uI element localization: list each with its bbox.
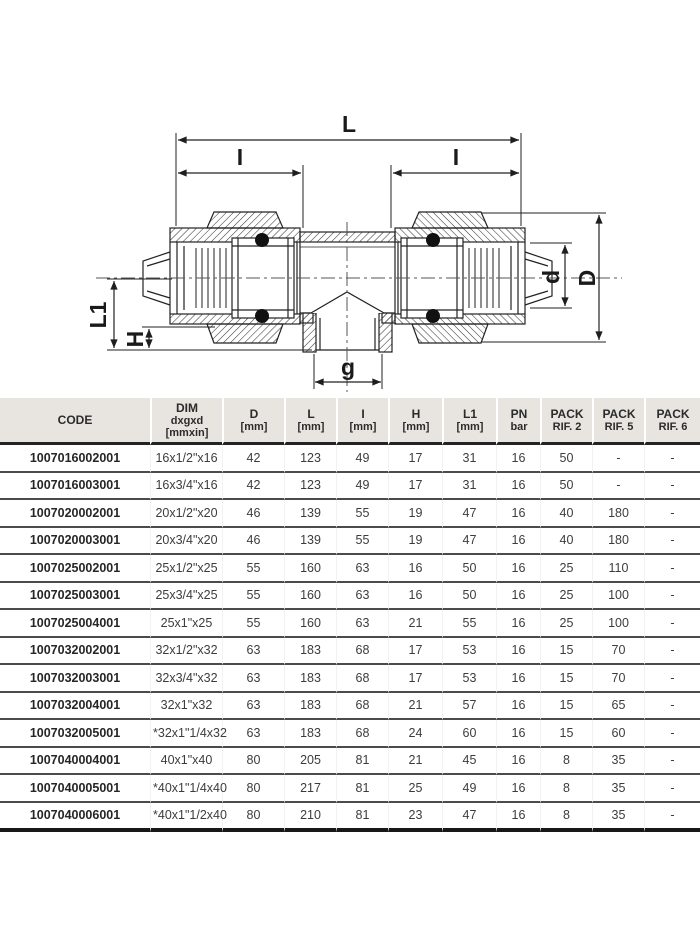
table-row xyxy=(0,748,700,776)
code-cell: 1007016003001 xyxy=(0,473,150,501)
value-cell: 16 xyxy=(496,803,540,833)
code-cell: 1007040004001 xyxy=(0,748,150,776)
col-header-code: CODE xyxy=(0,398,150,445)
col-header-D: D [mm] xyxy=(222,398,284,445)
col-header-PN: PN bar xyxy=(496,398,540,445)
value-cell: *40x1"1/4x40 xyxy=(150,775,222,803)
value-cell: 55 xyxy=(222,555,284,583)
spec-table xyxy=(0,398,700,832)
value-cell: - xyxy=(644,528,700,556)
value-cell: - xyxy=(644,775,700,803)
value-cell: 32x1"x32 xyxy=(150,693,222,721)
value-cell: 25 xyxy=(540,555,592,583)
col-header-I: I [mm] xyxy=(336,398,388,445)
value-cell: 68 xyxy=(336,720,388,748)
value-cell: 25x1"x25 xyxy=(150,610,222,638)
value-cell: 205 xyxy=(284,748,336,776)
value-cell: 40x1"x40 xyxy=(150,748,222,776)
code-cell: 1007025002001 xyxy=(0,555,150,583)
value-cell: - xyxy=(644,693,700,721)
value-cell: - xyxy=(644,720,700,748)
value-cell: 68 xyxy=(336,638,388,666)
value-cell: 16 xyxy=(496,775,540,803)
value-cell: 53 xyxy=(442,638,496,666)
value-cell: 81 xyxy=(336,775,388,803)
dim-label-L: L xyxy=(341,111,357,137)
value-cell: 49 xyxy=(336,473,388,501)
value-cell: 21 xyxy=(388,693,442,721)
value-cell: 183 xyxy=(284,665,336,693)
value-cell: 210 xyxy=(284,803,336,833)
value-cell: - xyxy=(592,445,644,473)
value-cell: 16 xyxy=(496,665,540,693)
code-cell: 1007032002001 xyxy=(0,638,150,666)
value-cell: - xyxy=(644,665,700,693)
value-cell: 42 xyxy=(222,445,284,473)
value-cell: 70 xyxy=(592,665,644,693)
spec-table-header xyxy=(0,398,700,445)
table-row xyxy=(0,720,700,748)
value-cell: 46 xyxy=(222,528,284,556)
value-cell: 16 xyxy=(496,693,540,721)
value-cell: 183 xyxy=(284,720,336,748)
value-cell: 53 xyxy=(442,665,496,693)
value-cell: 47 xyxy=(442,803,496,833)
value-cell: 15 xyxy=(540,665,592,693)
value-cell: 17 xyxy=(388,445,442,473)
code-cell: 1007025003001 xyxy=(0,583,150,611)
value-cell: 183 xyxy=(284,693,336,721)
value-cell: 20x3/4"x20 xyxy=(150,528,222,556)
value-cell: 32x3/4"x32 xyxy=(150,665,222,693)
value-cell: 40 xyxy=(540,500,592,528)
value-cell: 46 xyxy=(222,500,284,528)
dim-label-L1: L1 xyxy=(85,301,111,329)
value-cell: - xyxy=(644,473,700,501)
value-cell: 42 xyxy=(222,473,284,501)
value-cell: 8 xyxy=(540,748,592,776)
value-cell: 70 xyxy=(592,638,644,666)
value-cell: 81 xyxy=(336,803,388,833)
value-cell: 50 xyxy=(442,583,496,611)
value-cell: 100 xyxy=(592,583,644,611)
code-cell: 1007032004001 xyxy=(0,693,150,721)
value-cell: 31 xyxy=(442,445,496,473)
value-cell: 35 xyxy=(592,775,644,803)
col-header-H: H [mm] xyxy=(388,398,442,445)
value-cell: - xyxy=(644,748,700,776)
value-cell: 110 xyxy=(592,555,644,583)
value-cell: 57 xyxy=(442,693,496,721)
table-row xyxy=(0,610,700,638)
table-row xyxy=(0,445,700,473)
value-cell: 63 xyxy=(222,638,284,666)
value-cell: 50 xyxy=(540,473,592,501)
value-cell: 180 xyxy=(592,500,644,528)
value-cell: 47 xyxy=(442,528,496,556)
value-cell: 63 xyxy=(222,665,284,693)
table-row xyxy=(0,638,700,666)
value-cell: 25 xyxy=(540,583,592,611)
value-cell: 16 xyxy=(388,555,442,583)
value-cell: 16 xyxy=(496,583,540,611)
value-cell: 63 xyxy=(222,720,284,748)
value-cell: 32x1/2"x32 xyxy=(150,638,222,666)
value-cell: 49 xyxy=(442,775,496,803)
value-cell: 16 xyxy=(496,445,540,473)
code-cell: 1007040006001 xyxy=(0,803,150,833)
value-cell: 60 xyxy=(442,720,496,748)
spec-table-body xyxy=(0,445,700,832)
table-row xyxy=(0,693,700,721)
value-cell: 50 xyxy=(540,445,592,473)
value-cell: 8 xyxy=(540,775,592,803)
value-cell: 15 xyxy=(540,693,592,721)
value-cell: 139 xyxy=(284,500,336,528)
code-cell: 1007025004001 xyxy=(0,610,150,638)
dim-label-D: D xyxy=(574,269,600,287)
value-cell: 16 xyxy=(388,583,442,611)
value-cell: 17 xyxy=(388,638,442,666)
value-cell: 25x3/4"x25 xyxy=(150,583,222,611)
value-cell: 16 xyxy=(496,500,540,528)
value-cell: 19 xyxy=(388,528,442,556)
value-cell: - xyxy=(644,610,700,638)
value-cell: - xyxy=(644,803,700,833)
value-cell: 21 xyxy=(388,610,442,638)
value-cell: 55 xyxy=(336,500,388,528)
value-cell: 16 xyxy=(496,720,540,748)
value-cell: 160 xyxy=(284,583,336,611)
value-cell: 123 xyxy=(284,445,336,473)
value-cell: 63 xyxy=(336,555,388,583)
table-row xyxy=(0,803,700,833)
value-cell: 160 xyxy=(284,610,336,638)
table-row xyxy=(0,775,700,803)
value-cell: - xyxy=(592,473,644,501)
col-header-pack2: PACK RIF. 2 xyxy=(540,398,592,445)
code-cell: 1007032005001 xyxy=(0,720,150,748)
code-cell: 1007032003001 xyxy=(0,665,150,693)
value-cell: 19 xyxy=(388,500,442,528)
value-cell: 25x1/2"x25 xyxy=(150,555,222,583)
table-row xyxy=(0,500,700,528)
value-cell: 17 xyxy=(388,665,442,693)
value-cell: 80 xyxy=(222,803,284,833)
value-cell: 63 xyxy=(336,583,388,611)
value-cell: 16 xyxy=(496,748,540,776)
value-cell: 217 xyxy=(284,775,336,803)
code-cell: 1007020002001 xyxy=(0,500,150,528)
value-cell: 20x1/2"x20 xyxy=(150,500,222,528)
value-cell: 123 xyxy=(284,473,336,501)
value-cell: 68 xyxy=(336,665,388,693)
value-cell: 16x1/2"x16 xyxy=(150,445,222,473)
col-header-L1: L1 [mm] xyxy=(442,398,496,445)
value-cell: 49 xyxy=(336,445,388,473)
value-cell: 160 xyxy=(284,555,336,583)
value-cell: 180 xyxy=(592,528,644,556)
value-cell: 16x3/4"x16 xyxy=(150,473,222,501)
value-cell: 55 xyxy=(442,610,496,638)
value-cell: - xyxy=(644,583,700,611)
value-cell: 55 xyxy=(222,583,284,611)
technical-drawing xyxy=(0,0,700,398)
value-cell: 63 xyxy=(336,610,388,638)
value-cell: 183 xyxy=(284,638,336,666)
value-cell: *40x1"1/2x40 xyxy=(150,803,222,833)
value-cell: 25 xyxy=(540,610,592,638)
table-row xyxy=(0,665,700,693)
table-row xyxy=(0,528,700,556)
value-cell: 31 xyxy=(442,473,496,501)
col-header-L: L [mm] xyxy=(284,398,336,445)
value-cell: 15 xyxy=(540,638,592,666)
value-cell: 55 xyxy=(222,610,284,638)
dim-label-d: d xyxy=(538,269,564,285)
value-cell: 139 xyxy=(284,528,336,556)
value-cell: *32x1"1/4x32 xyxy=(150,720,222,748)
value-cell: 50 xyxy=(442,555,496,583)
value-cell: 47 xyxy=(442,500,496,528)
value-cell: - xyxy=(644,445,700,473)
value-cell: - xyxy=(644,638,700,666)
col-header-pack5: PACK RIF. 5 xyxy=(592,398,644,445)
col-header-dim: DIM dxgxd [mmxin] xyxy=(150,398,222,445)
value-cell: 25 xyxy=(388,775,442,803)
table-row xyxy=(0,555,700,583)
value-cell: 8 xyxy=(540,803,592,833)
value-cell: 16 xyxy=(496,473,540,501)
dim-label-I-left: I xyxy=(236,144,244,170)
value-cell: 80 xyxy=(222,775,284,803)
value-cell: 100 xyxy=(592,610,644,638)
value-cell: 16 xyxy=(496,555,540,583)
value-cell: 63 xyxy=(222,693,284,721)
dim-label-g: g xyxy=(340,354,356,380)
value-cell: 60 xyxy=(592,720,644,748)
value-cell: 24 xyxy=(388,720,442,748)
dim-label-H: H xyxy=(122,330,148,348)
value-cell: 23 xyxy=(388,803,442,833)
value-cell: 68 xyxy=(336,693,388,721)
value-cell: 55 xyxy=(336,528,388,556)
table-row xyxy=(0,583,700,611)
fitting-cross-section xyxy=(0,0,700,398)
header-row xyxy=(0,398,700,445)
code-cell: 1007040005001 xyxy=(0,775,150,803)
value-cell: 21 xyxy=(388,748,442,776)
dim-label-I-right: I xyxy=(452,144,460,170)
value-cell: 45 xyxy=(442,748,496,776)
value-cell: 35 xyxy=(592,803,644,833)
value-cell: 16 xyxy=(496,638,540,666)
col-header-pack6: PACK RIF. 6 xyxy=(644,398,700,445)
value-cell: 16 xyxy=(496,610,540,638)
value-cell: 17 xyxy=(388,473,442,501)
value-cell: 15 xyxy=(540,720,592,748)
value-cell: 40 xyxy=(540,528,592,556)
value-cell: 81 xyxy=(336,748,388,776)
value-cell: 65 xyxy=(592,693,644,721)
table-row xyxy=(0,473,700,501)
code-cell: 1007016002001 xyxy=(0,445,150,473)
code-cell: 1007020003001 xyxy=(0,528,150,556)
value-cell: - xyxy=(644,500,700,528)
value-cell: 16 xyxy=(496,528,540,556)
value-cell: 35 xyxy=(592,748,644,776)
value-cell: - xyxy=(644,555,700,583)
value-cell: 80 xyxy=(222,748,284,776)
